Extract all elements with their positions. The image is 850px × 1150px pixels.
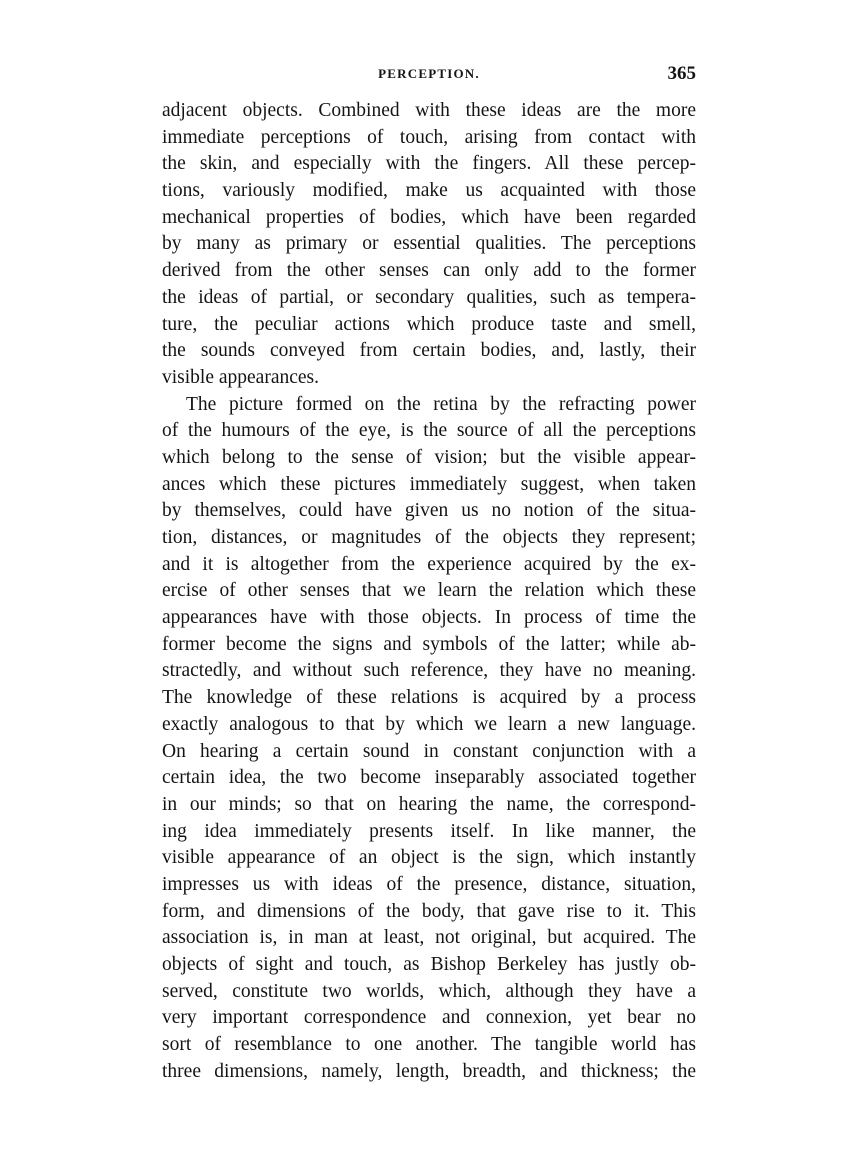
text-line: of the humours of the eye, is the source of all the perceptions bbox=[162, 420, 696, 442]
text-line: tion, distances, or magnitudes of the objects they represent; bbox=[162, 527, 696, 548]
text-line: adjacent objects. Combined with these ideas are the more bbox=[162, 100, 696, 121]
text-line: tions, variously modified, make us acquainted with those bbox=[162, 180, 696, 202]
text-line: stractedly, and without such reference, they have no meaning. bbox=[162, 660, 696, 682]
text-line: On hearing a certain sound in constant conjunction with a bbox=[162, 740, 696, 762]
text-line: exactly analogous to that by which we learn a new language. bbox=[162, 713, 696, 735]
text-line: ture, the peculiar actions which produce taste and smell, bbox=[162, 313, 696, 335]
text-line: ercise of other senses that we learn the relation which these bbox=[162, 580, 696, 602]
text-line: the skin, and especially with the fingers. All these percep- bbox=[162, 153, 696, 175]
page-number: 365 bbox=[667, 63, 696, 84]
text-line: former become the signs and symbols of the latter; while ab- bbox=[162, 633, 696, 655]
text-line: form, and dimensions of the body, that gave rise to it. This bbox=[162, 900, 696, 922]
text-line: mechanical properties of bodies, which have been regarded bbox=[162, 206, 696, 228]
text-line: objects of sight and touch, as Bishop Berkeley has justly ob- bbox=[162, 954, 696, 975]
text-line: The knowledge of these relations is acquired by a process bbox=[162, 687, 696, 709]
text-line: ing idea immediately presents itself. In like manner, the bbox=[162, 820, 696, 842]
text-line: in our minds; so that on hearing the name, the correspond- bbox=[162, 793, 696, 815]
body-text bbox=[162, 98, 696, 1085]
text-line: which belong to the sense of vision; but the visible appear- bbox=[162, 446, 696, 468]
text-line: association is, in man at least, not original, but acquired. The bbox=[162, 927, 696, 949]
text-line: the ideas of partial, or secondary qualities, such as tempera- bbox=[162, 286, 696, 308]
text-line: and it is altogether from the experience acquired by the ex- bbox=[162, 553, 696, 575]
text-line: ances which these pictures immediately suggest, when taken bbox=[162, 473, 696, 495]
text-line: very important correspondence and connexion, yet bear no bbox=[162, 1007, 696, 1029]
text-line: certain idea, the two become inseparably associated together bbox=[162, 767, 696, 789]
text-line: impresses us with ideas of the presence, distance, situation, bbox=[162, 873, 696, 895]
text-line: by themselves, could have given us no notion of the situa- bbox=[162, 500, 696, 522]
running-head bbox=[162, 62, 696, 86]
text-line: sort of resemblance to one another. The tangible world has bbox=[162, 1034, 696, 1056]
text-line: visible appearance of an object is the sign, which instantly bbox=[162, 847, 696, 869]
paragraph-start-line: The picture formed on the retina by the refracting power bbox=[186, 393, 696, 415]
text-line: the sounds conveyed from certain bodies, and, lastly, their bbox=[162, 340, 696, 362]
text-line: appearances have with those objects. In process of time the bbox=[162, 607, 696, 629]
running-title: PERCEPTION. bbox=[378, 66, 480, 81]
text-line: by many as primary or essential qualities. The perceptions bbox=[162, 233, 696, 255]
text-line: three dimensions, namely, length, breadth, and thickness; the bbox=[162, 1060, 696, 1082]
paragraph-end-line: visible appearances. bbox=[162, 366, 320, 388]
text-line: immediate perceptions of touch, arising from contact with bbox=[162, 126, 696, 148]
text-line: served, constitute two worlds, which, although they have a bbox=[162, 980, 696, 1002]
text-line: derived from the other senses can only add to the former bbox=[162, 260, 696, 282]
